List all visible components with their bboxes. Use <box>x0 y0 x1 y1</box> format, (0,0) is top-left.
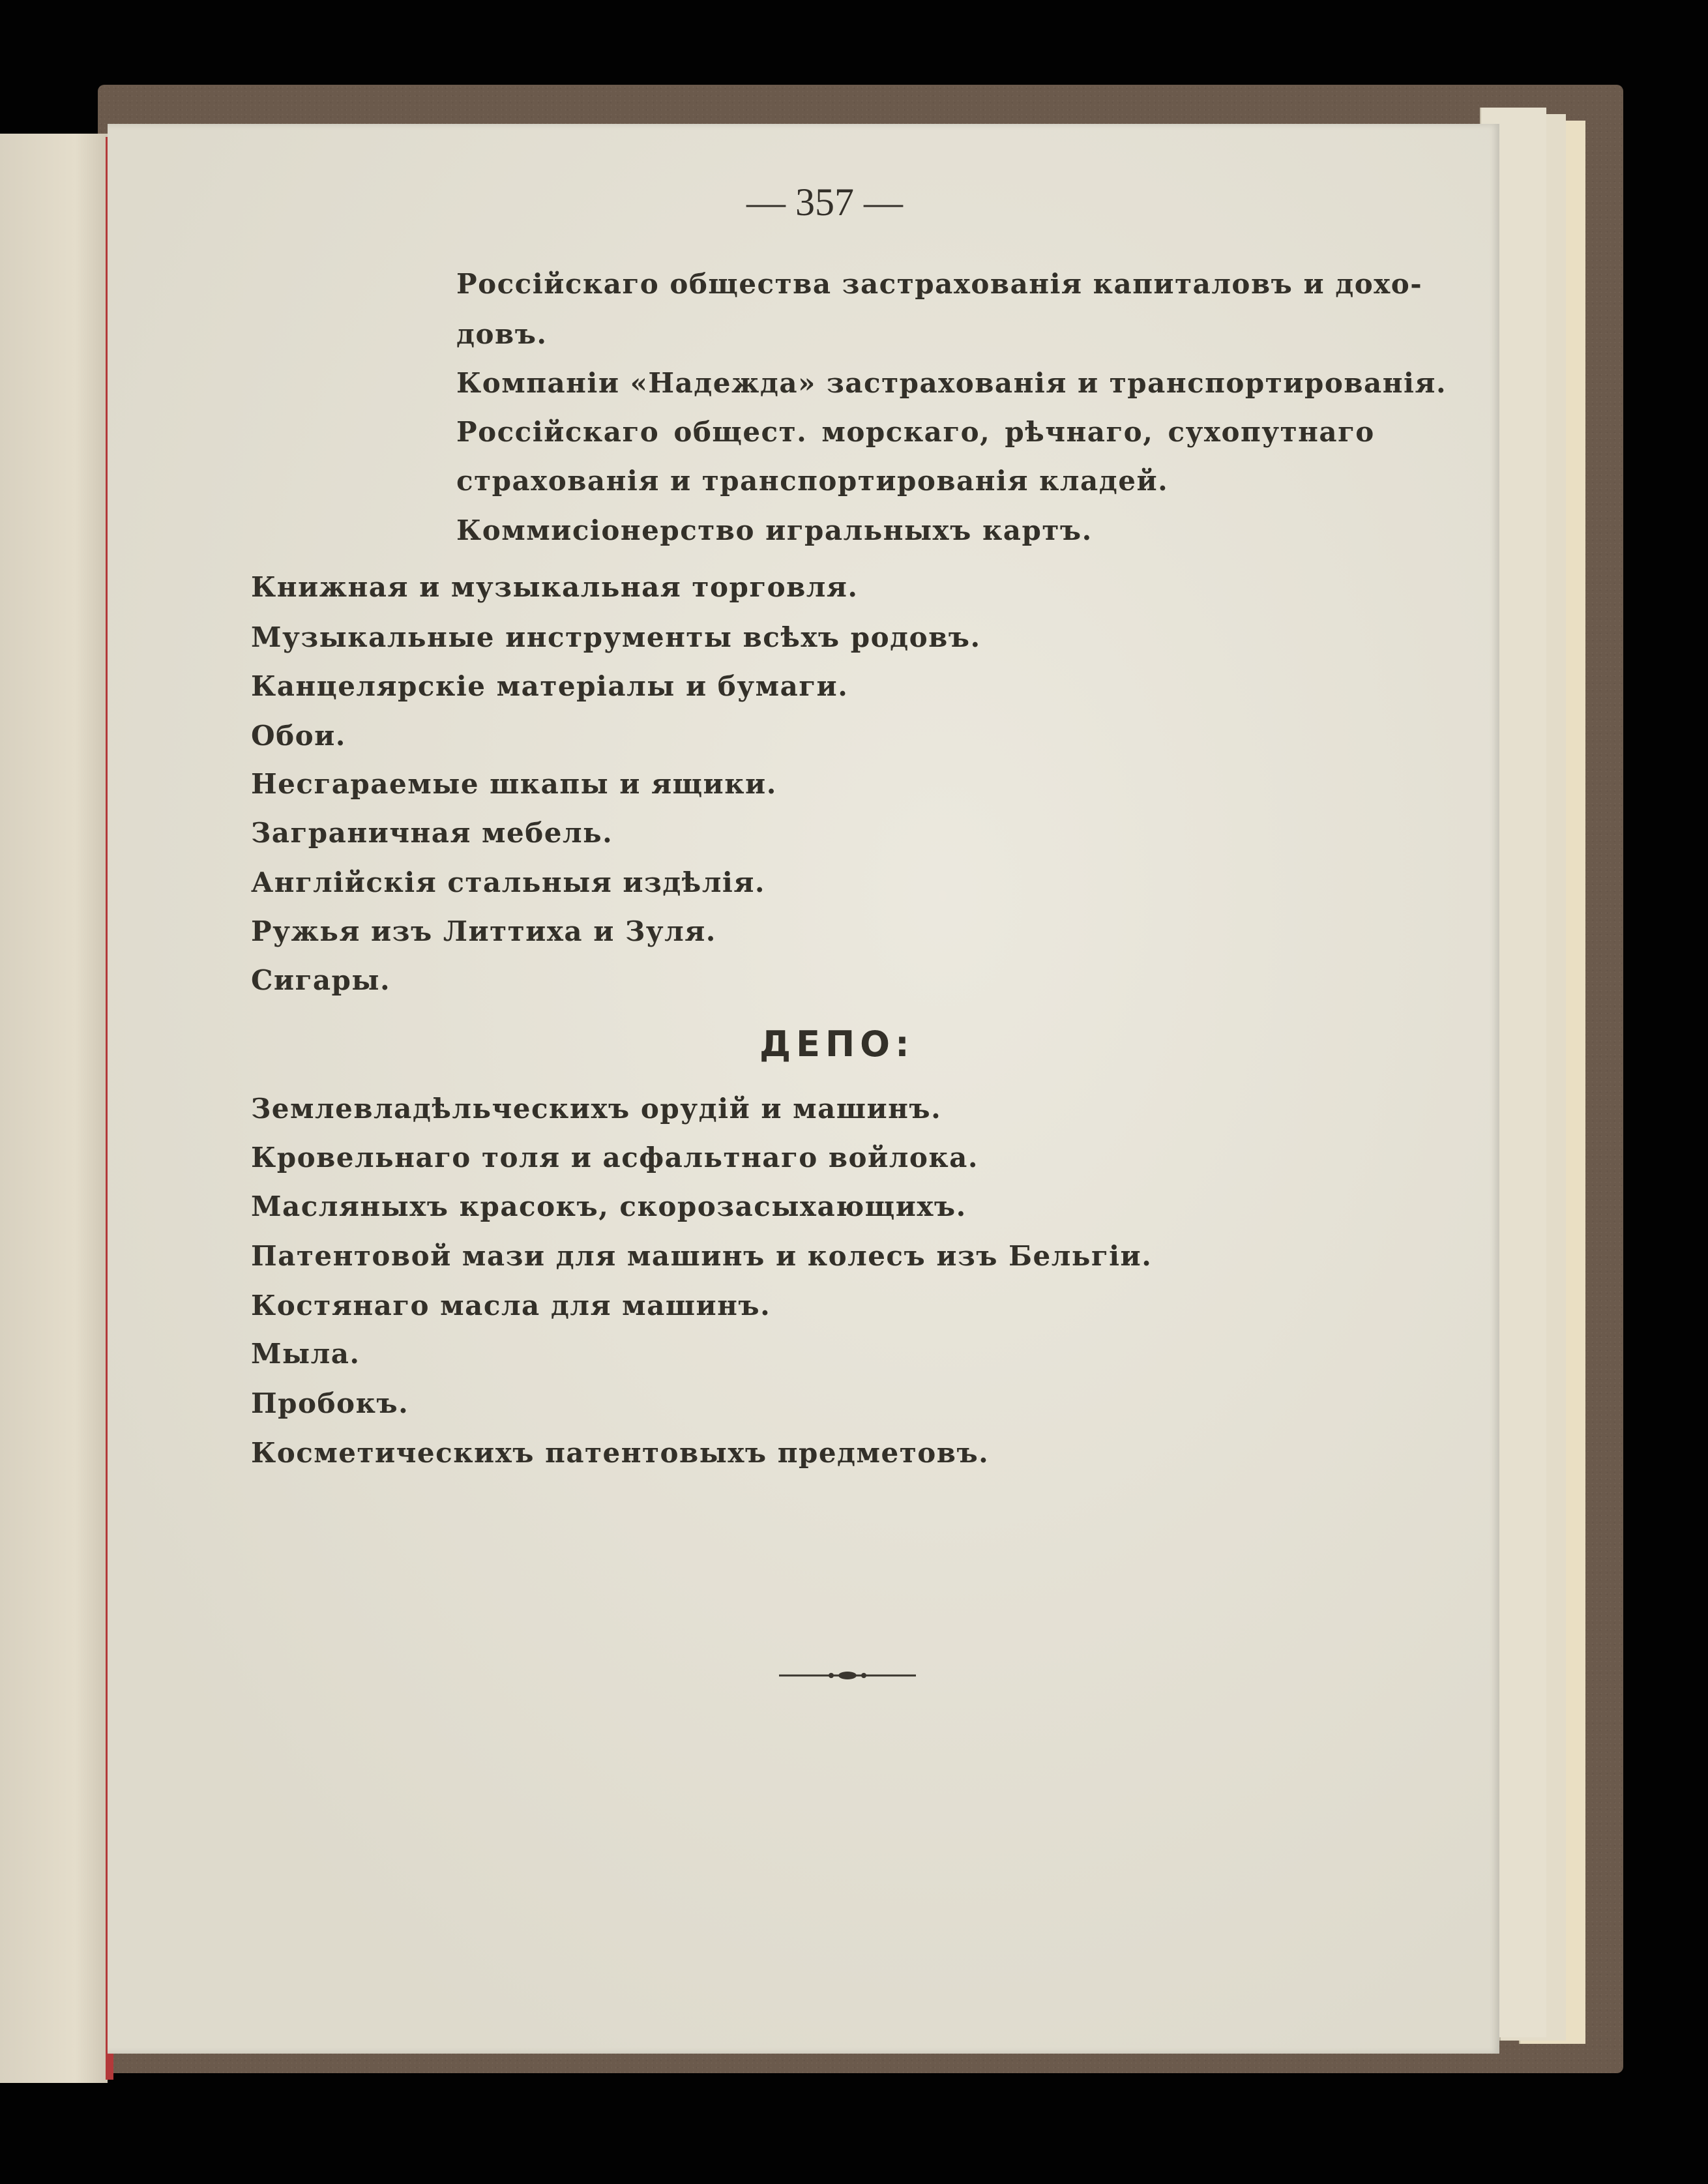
text-line: страхованія и транспортированія кладей. <box>456 465 1169 497</box>
list-item: Костянаго масла для машинъ. <box>251 1290 771 1321</box>
text-line: Россійскаго общест. морскаго, рѣчнаго, сухопутнаго <box>456 416 1375 448</box>
list-item: Косметическихъ патентовыхъ предметовъ. <box>251 1437 990 1469</box>
list-item: Сигары. <box>251 964 391 996</box>
list-item: Масляныхъ красокъ, скорозасыхающихъ. <box>251 1190 967 1222</box>
section-heading: ДЕПО: <box>759 1024 915 1065</box>
list-item: Ружья изъ Литтиха и Зуля. <box>251 915 716 947</box>
list-item: Землевладѣльческихъ орудій и машинъ. <box>251 1093 942 1125</box>
list-item: Обои. <box>251 720 346 752</box>
list-item: Заграничная мебель. <box>251 817 613 849</box>
list-item: Пробокъ. <box>251 1387 409 1419</box>
list-item: Канцелярскіе матеріалы и бумаги. <box>251 670 849 702</box>
list-item: Книжная и музыкальная торговля. <box>251 571 859 603</box>
text-line: Коммисіонерство игральныхъ картъ. <box>456 514 1093 546</box>
ornament-divider-icon <box>779 1669 916 1682</box>
printed-page <box>108 124 1499 2054</box>
left-page-edge <box>0 134 108 2083</box>
text-line: Россійскаго общества застрахованія капиталовъ и дохо- <box>456 268 1423 300</box>
list-item: Мыла. <box>251 1338 361 1370</box>
list-item: Кровельнаго толя и асфальтнаго войлока. <box>251 1142 979 1173</box>
list-item: Музыкальные инструменты всѣхъ родовъ. <box>251 621 981 653</box>
list-item: Англійскія стальныя издѣлія. <box>251 866 766 898</box>
list-item: Несгараемые шкапы и ящики. <box>251 768 777 800</box>
list-item: Патентовой мази для машинъ и колесъ изъ Бельгіи. <box>251 1240 1153 1272</box>
text-line: довъ. <box>456 318 548 350</box>
text-line: Компаніи «Надежда» застрахованія и транспортированія. <box>456 367 1447 399</box>
page-number: — 357 — <box>746 181 903 224</box>
